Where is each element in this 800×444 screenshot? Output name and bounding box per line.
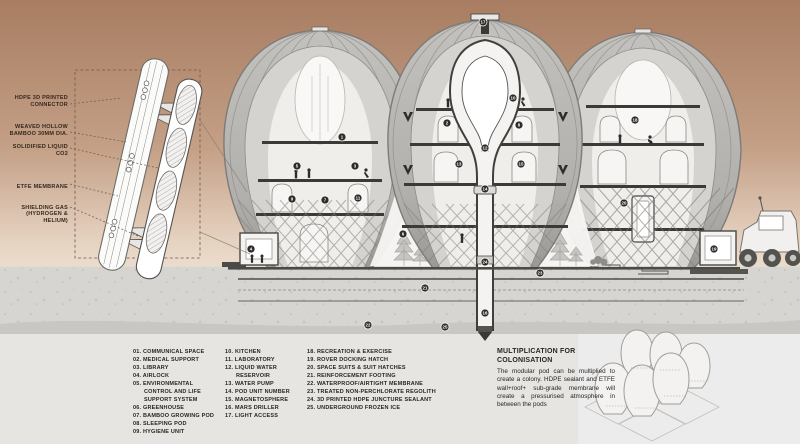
legend-item: 06. GREENHOUSE [133, 405, 185, 411]
section-marker [481, 185, 489, 193]
section-marker [481, 144, 489, 152]
legend-item: 21. REINFORCEMENT FOOTING [307, 373, 396, 379]
svg-text:17: 17 [480, 19, 486, 25]
svg-text:25: 25 [442, 324, 448, 330]
legend-item: 22. WATERPROOF/AIRTIGHT MEMBRANE [307, 381, 423, 387]
wall-construction-label: SOLIDIFIED LIQUID CO2 [12, 144, 68, 157]
svg-text:23: 23 [537, 270, 543, 276]
section-marker [479, 18, 487, 26]
legend-item: 18. RECREATION & EXERCISE [307, 349, 392, 355]
svg-text:11: 11 [355, 195, 361, 201]
svg-text:12: 12 [482, 145, 488, 151]
section-marker [354, 194, 362, 202]
section-marker [351, 162, 359, 170]
section-marker [515, 121, 523, 129]
ground-platform [228, 267, 740, 270]
colonisation-body: The modular pod can be multiplied to create a colony. HDPE sealant and ETFE wall+roof+ sub-grade membrane will create a pressurised atmosphere in between the pods [497, 368, 615, 409]
legend-column-3 [307, 348, 437, 412]
colonisation-note [497, 348, 615, 409]
legend-item: 24. 3D PRINTED HDPE JUNCTURE SEALANT [307, 397, 432, 403]
legend-item: 01. COMMUNICAL SPACE [133, 349, 205, 355]
svg-text:3: 3 [353, 163, 357, 169]
section-marker [536, 269, 544, 277]
svg-text:2: 2 [445, 120, 449, 126]
legend-item: 16. MARS DRILLER [225, 405, 279, 411]
wall-construction-labels [2, 95, 68, 224]
legend-item: 23. TREATED NON-PERCHLORATE REGOLITH [307, 389, 436, 395]
svg-text:24: 24 [482, 259, 488, 265]
wall-construction-label: WEAVED HOLLOW BAMBOO 30MM DIA. [9, 124, 68, 137]
legend-item: 14. POD UNIT NUMBER [225, 389, 290, 395]
section-marker [293, 162, 301, 170]
svg-text:6: 6 [401, 231, 405, 237]
section-marker [421, 284, 429, 292]
legend-item: 25. UNDERGROUND FROZEN ICE [307, 405, 401, 411]
section-marker [441, 323, 449, 331]
mars-driller [478, 326, 492, 332]
svg-text:7: 7 [323, 197, 327, 203]
svg-text:20: 20 [621, 200, 627, 206]
section-marker [443, 119, 451, 127]
rover-cabin [759, 216, 783, 230]
legend-item: 19. ROVER DOCKING HATCH [307, 357, 389, 363]
legend-item: 02. MEDICAL SUPPORT [133, 357, 200, 363]
svg-text:8: 8 [517, 122, 521, 128]
wall-construction-label: SHIELDING GAS (HYDROGEN & HELIUM) [21, 204, 68, 224]
legend-item: 13. WATER PUMP [225, 381, 274, 387]
legend-item: 11. LABORATORY [225, 357, 275, 363]
svg-text:22: 22 [365, 322, 371, 328]
section-marker [710, 245, 718, 253]
legend-column-1 [133, 348, 221, 436]
legend-item: 07. BAMBOO GROWING POD [133, 413, 215, 419]
section-marker [509, 94, 517, 102]
legend-item: 15. MAGNETOSPHERE [225, 397, 289, 403]
legend-item: 09. HYGIENE UNIT [133, 429, 185, 435]
airlock-box [240, 233, 278, 265]
section-marker [620, 199, 628, 207]
legend-column-2 [225, 348, 305, 420]
section-marker [247, 245, 255, 253]
svg-text:5: 5 [295, 163, 299, 169]
legend-item: 20. SPACE SUITS & SUIT HATCHES [307, 365, 406, 371]
pod-cap [635, 29, 651, 33]
wall-construction-label: ETFE MEMBRANE [16, 184, 68, 190]
section-marker [338, 133, 346, 141]
legend-item: 17. LIGHT ACCESS [225, 413, 279, 419]
svg-text:18: 18 [632, 117, 638, 123]
legend-item: 05. ENVIRONMENTAL CONTROL AND LIFE SUPPORT SYSTEM [133, 381, 201, 403]
section-marker [364, 321, 372, 329]
section-marker [481, 309, 489, 317]
svg-text:9: 9 [290, 196, 294, 202]
section-marker [455, 160, 463, 168]
svg-text:16: 16 [482, 310, 488, 316]
section-marker [631, 116, 639, 124]
svg-text:14: 14 [482, 186, 488, 192]
svg-text:13: 13 [456, 161, 462, 167]
svg-text:19: 19 [711, 246, 717, 252]
svg-text:1: 1 [340, 134, 344, 140]
svg-text:15: 15 [518, 161, 524, 167]
pod-cap [312, 27, 328, 31]
section-marker [399, 230, 407, 238]
section-marker [481, 258, 489, 266]
svg-text:4: 4 [249, 246, 253, 252]
legend-item: 10. KITCHEN [225, 349, 261, 355]
section-marker [321, 196, 329, 204]
colonisation-heading: MULTIPLICATION FOR COLONISATION [497, 348, 576, 364]
section-marker [517, 160, 525, 168]
legend-item: 08. SLEEPING POD [133, 421, 187, 427]
legend-item: 12. LIQUID WATER RESERVOIR [225, 365, 277, 379]
svg-text:10: 10 [510, 95, 516, 101]
legend-item: 04. AIRLOCK [133, 373, 170, 379]
svg-text:21: 21 [422, 285, 428, 291]
right-step [690, 269, 748, 274]
legend-item: 03. LIBRARY [133, 365, 169, 371]
section-marker [288, 195, 296, 203]
wall-construction-label: HDPE 3D PRINTED CONNECTOR [14, 95, 68, 108]
